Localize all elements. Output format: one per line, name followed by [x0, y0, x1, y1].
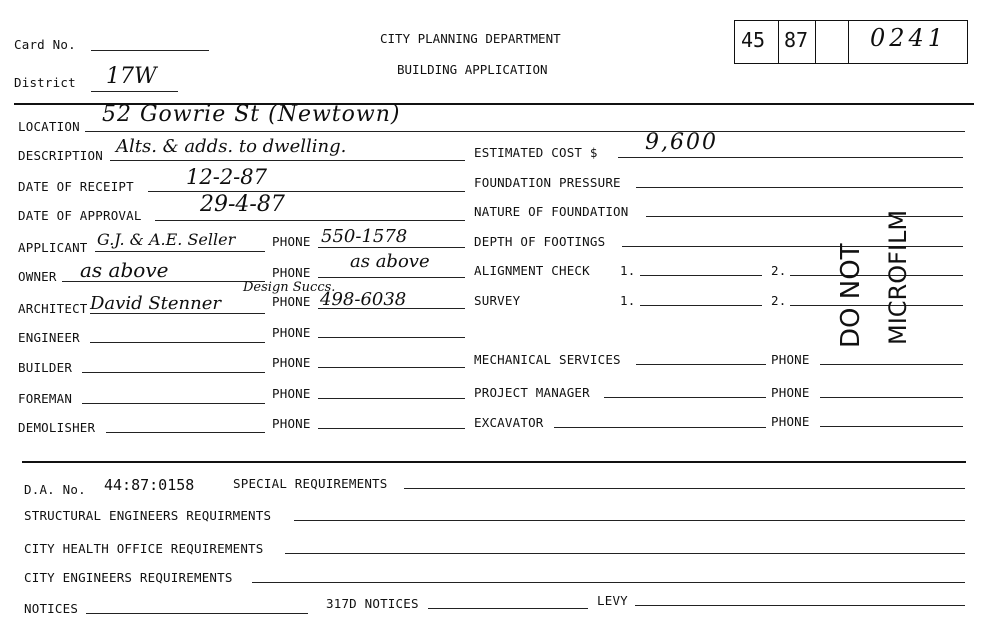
owner-phone-line: [318, 277, 465, 278]
project-manager-phone-line: [820, 397, 963, 398]
city-engineers-requirements-label: CITY ENGINEERS REQUIREMENTS: [24, 570, 233, 585]
architect-phone-line: [318, 308, 465, 309]
reference-a: 45: [741, 28, 766, 52]
demolisher-line: [106, 432, 265, 433]
survey-line-2: [790, 305, 963, 306]
owner-label: OWNER: [18, 269, 57, 284]
description-line: [110, 160, 465, 161]
reference-divider-2: [815, 20, 816, 64]
project-manager-line: [604, 397, 766, 398]
reference-divider-3: [848, 20, 849, 64]
structural-requirements-line: [294, 520, 965, 521]
applicant-phone-line: [318, 247, 465, 248]
foreman-phone-label: PHONE: [272, 386, 311, 401]
architect-note: Design Succs.: [243, 280, 336, 295]
da-no-value: 44:87:0158: [104, 476, 195, 494]
engineer-label: ENGINEER: [18, 330, 80, 345]
architect-line: [90, 313, 265, 314]
demolisher-label: DEMOLISHER: [18, 420, 96, 435]
notices-label: NOTICES: [24, 601, 79, 616]
excavator-label: EXCAVATOR: [474, 415, 544, 430]
special-requirements-line: [404, 488, 965, 489]
city-engineers-requirements-line: [252, 582, 965, 583]
engineer-phone-label: PHONE: [272, 325, 311, 340]
form-title: BUILDING APPLICATION: [397, 62, 548, 77]
builder-phone-label: PHONE: [272, 355, 311, 370]
notices-317d-line: [428, 608, 588, 609]
depth-of-footings-label: DEPTH OF FOOTINGS: [474, 234, 606, 249]
alignment-check-label: ALIGNMENT CHECK: [474, 263, 590, 278]
survey-label: SURVEY: [474, 293, 521, 308]
excavator-line: [554, 427, 766, 428]
district-label: District: [14, 75, 76, 90]
mechanical-services-line: [636, 364, 766, 365]
health-requirements-line: [285, 553, 965, 554]
foundation-pressure-line: [636, 187, 963, 188]
foundation-pressure-label: FOUNDATION PRESSURE: [474, 175, 621, 190]
description-label: DESCRIPTION: [18, 148, 103, 163]
architect-phone-label: PHONE: [272, 294, 311, 309]
builder-label: BUILDER: [18, 360, 73, 375]
foreman-line: [82, 403, 265, 404]
alignment-check-line-2: [790, 275, 963, 276]
microfilm-stamp: MICROFILM: [884, 209, 912, 345]
survey-item-2: 2.: [771, 293, 787, 308]
reference-divider-1: [778, 20, 779, 64]
excavator-phone-label: PHONE: [771, 414, 810, 429]
notices-317d-label: 317D NOTICES: [326, 596, 419, 611]
alignment-check-item-2: 2.: [771, 263, 787, 278]
owner-line: [62, 281, 265, 282]
nature-of-foundation-label: NATURE OF FOUNDATION: [474, 204, 629, 219]
foreman-label: FOREMAN: [18, 391, 73, 406]
owner-value: as above: [80, 258, 169, 282]
demolisher-phone-line: [318, 428, 465, 429]
architect-label: ARCHITECT: [18, 301, 88, 316]
card-no-label: Card No.: [14, 37, 76, 52]
department-title: CITY PLANNING DEPARTMENT: [380, 31, 561, 46]
estimated-cost-value: 9,600: [645, 130, 718, 155]
nature-of-foundation-line: [646, 216, 963, 217]
excavator-phone-line: [820, 426, 963, 427]
applicant-phone-value: 550-1578: [321, 226, 408, 247]
da-no-label: D.A. No.: [24, 482, 86, 497]
mechanical-services-phone-line: [820, 364, 963, 365]
mechanical-services-phone-label: PHONE: [771, 352, 810, 367]
architect-value: David Stenner: [90, 293, 221, 314]
applicant-value: G.J. & A.E. Seller: [97, 230, 236, 249]
card-no-line: [91, 50, 209, 51]
owner-phone-value: as above: [350, 251, 430, 272]
alignment-check-item-1: 1.: [620, 263, 636, 278]
owner-phone-label: PHONE: [272, 265, 311, 280]
description-value: Alts. & adds. to dwelling.: [116, 136, 347, 157]
applicant-phone-label: PHONE: [272, 234, 311, 249]
date-of-receipt-value: 12-2-87: [186, 165, 267, 189]
architect-phone-value: 498-6038: [320, 289, 407, 310]
demolisher-phone-label: PHONE: [272, 416, 311, 431]
alignment-check-line-1: [640, 275, 762, 276]
applicant-line: [95, 251, 265, 252]
mechanical-services-label: MECHANICAL SERVICES: [474, 352, 621, 367]
applicant-label: APPLICANT: [18, 240, 88, 255]
estimated-cost-label: ESTIMATED COST $: [474, 145, 598, 160]
builder-line: [82, 372, 265, 373]
survey-line-1: [640, 305, 762, 306]
date-of-receipt-line: [148, 191, 465, 192]
section-rule: [22, 461, 966, 463]
survey-item-1: 1.: [620, 293, 636, 308]
district-line: [91, 91, 178, 92]
engineer-phone-line: [318, 337, 465, 338]
date-of-approval-label: DATE OF APPROVAL: [18, 208, 142, 223]
estimated-cost-line: [618, 157, 963, 158]
special-requirements-label: SPECIAL REQUIREMENTS: [233, 476, 388, 491]
project-manager-label: PROJECT MANAGER: [474, 385, 590, 400]
builder-phone-line: [318, 367, 465, 368]
do-not-stamp: DO NOT: [836, 243, 866, 348]
levy-line: [635, 605, 965, 606]
district-value: 17W: [106, 64, 157, 89]
health-requirements-label: CITY HEALTH OFFICE REQUIREMENTS: [24, 541, 264, 556]
date-of-receipt-label: DATE OF RECEIPT: [18, 179, 134, 194]
location-label: LOCATION: [18, 119, 80, 134]
reference-number: 0241: [870, 24, 948, 52]
location-line: [85, 131, 965, 132]
date-of-approval-value: 29-4-87: [200, 192, 285, 217]
levy-label: LEVY: [597, 593, 628, 608]
notices-line: [86, 613, 308, 614]
structural-requirements-label: STRUCTURAL ENGINEERS REQUIRMENTS: [24, 508, 272, 523]
project-manager-phone-label: PHONE: [771, 385, 810, 400]
date-of-approval-line: [155, 220, 465, 221]
foreman-phone-line: [318, 398, 465, 399]
engineer-line: [90, 342, 265, 343]
reference-b: 87: [784, 28, 809, 52]
location-value: 52 Gowrie St (Newtown): [102, 102, 401, 127]
